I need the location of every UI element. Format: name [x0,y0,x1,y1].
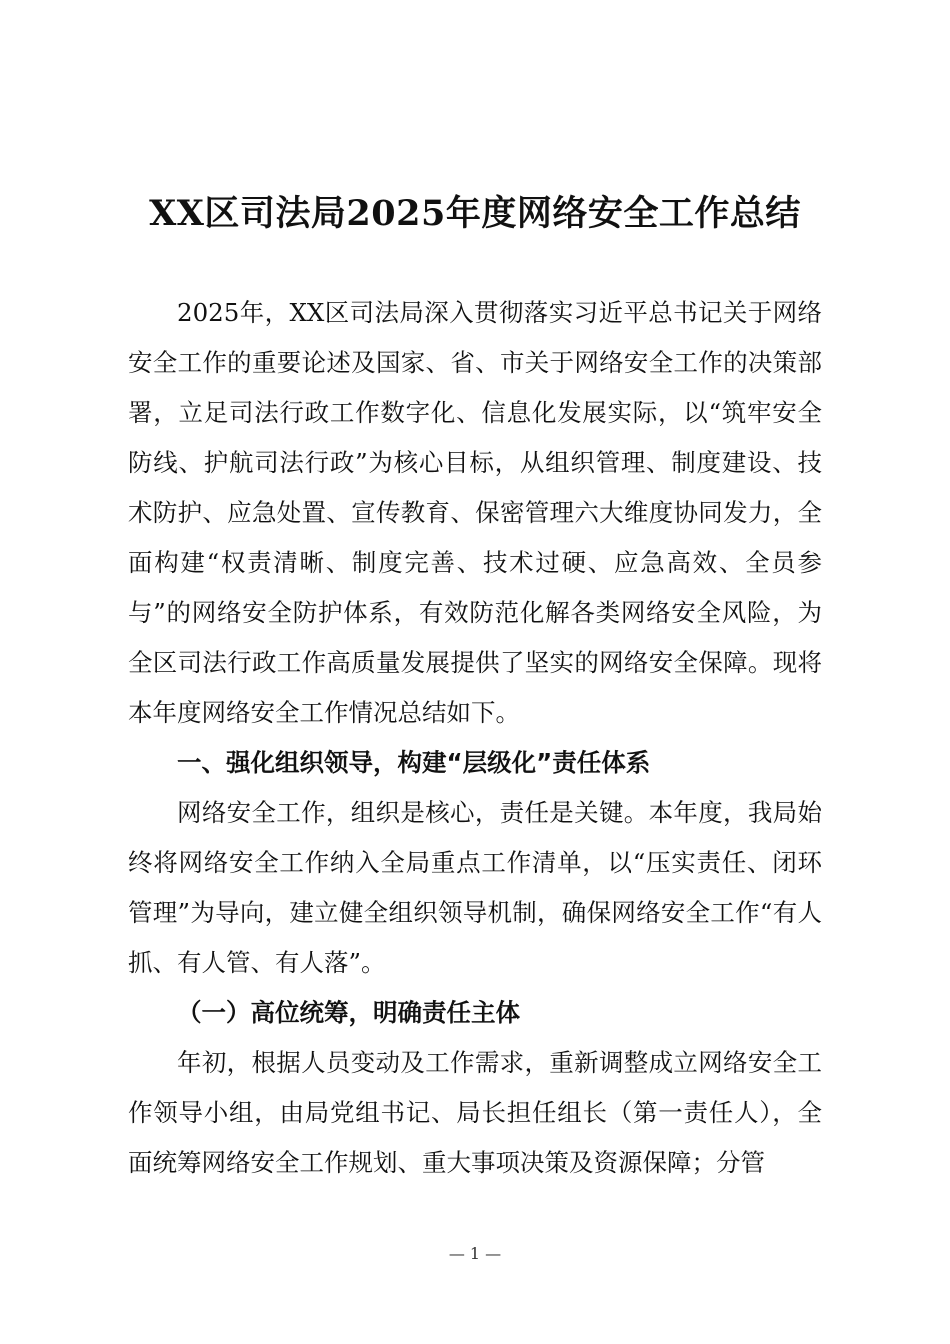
document-title: XX区司法局2025年度网络安全工作总结 [149,193,801,234]
intro-paragraph: 2025年，XX区司法局深入贯彻落实习近平总书记关于网络安全工作的重要论述及国家、省、市关于网络安全工作的决策部署，立足司法行政工作数字化、信息化发展实际，以“筑牢安全防线、护航司法行政”为核心目标，从组织管理、制度建设、技术防护、应急处置、宣传教育、保密管理六大维度协同发力，全面构建“权责清晰、制度完善、技术过硬、应急高效、全员参与”的网络安全防护体系，有效防范化解各类网络安全风险，为全区司法行政工作高质量发展提供了坚实的网络安全保障。现将本年度网络安全工作情况总结如下。 [128,298,822,727]
subsection-1-paragraph: 年初，根据人员变动及工作需求，重新调整成立网络安全工作领导小组，由局党组书记、局长担任组长（第一责任人），全面统筹网络安全工作规划、重大事项决策及资源保障；分管 [128,1048,822,1177]
subsection-heading-1: （一）高位统筹，明确责任主体 [177,998,520,1027]
page-number: — 1 — [448,1244,502,1263]
section-heading-1: 一、强化组织领导，构建“层级化”责任体系 [177,748,651,777]
document-body [128,288,822,1188]
section-1-paragraph: 网络安全工作，组织是核心，责任是关键。本年度，我局始终将网络安全工作纳入全局重点工作清单，以“压实责任、闭环管理”为导向，建立健全组织领导机制，确保网络安全工作“有人抓、有人管、有人落”。 [128,798,822,977]
